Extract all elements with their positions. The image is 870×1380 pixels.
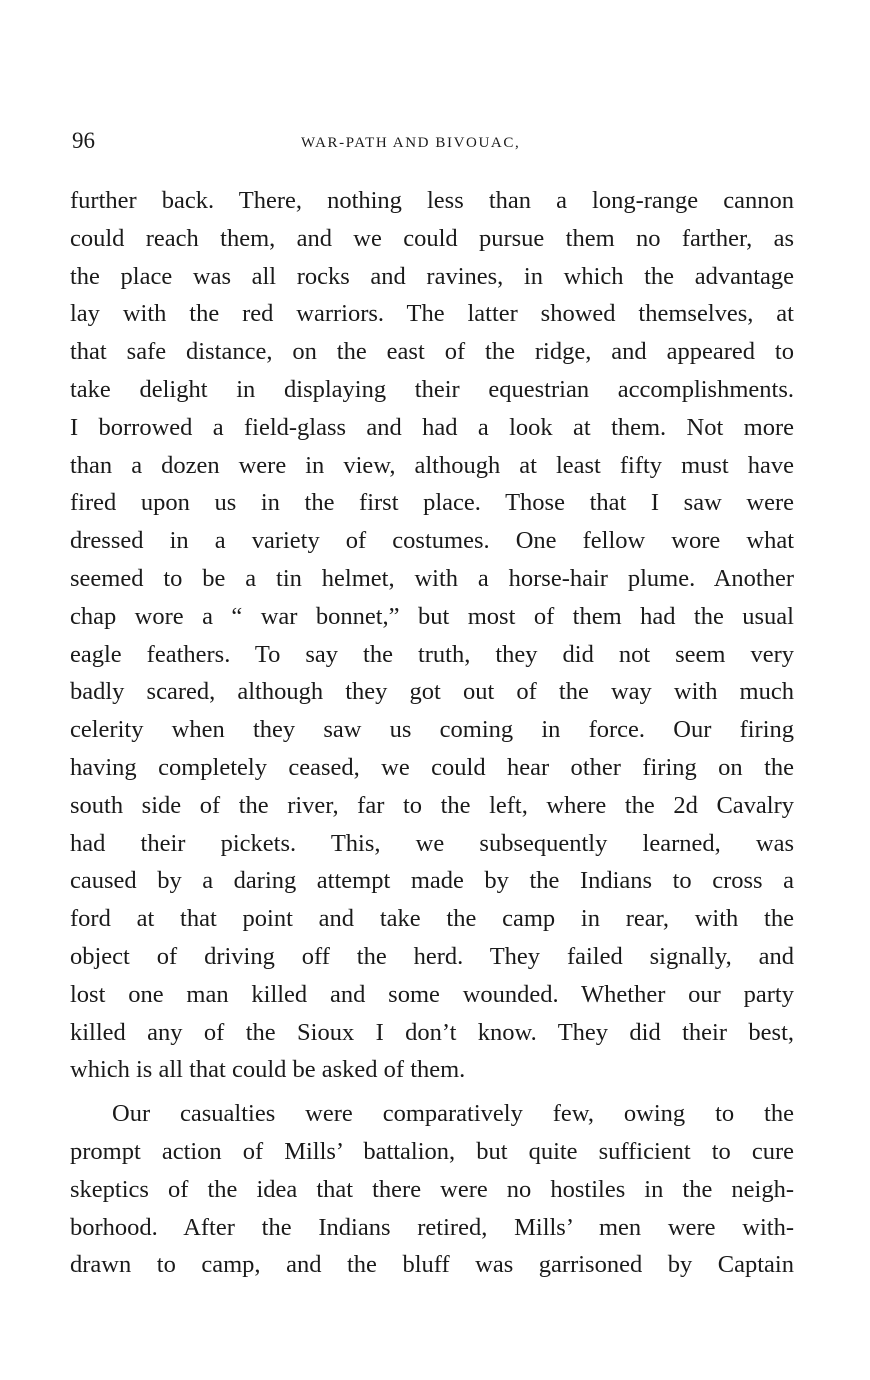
text-line: seemed to be a tin helmet, with a horse-hair plume. Another <box>70 564 794 592</box>
text-line: having completely ceased, we could hear other firing on the <box>70 753 794 781</box>
text-line: drawn to camp, and the bluff was garrisoned by Captain <box>70 1251 794 1279</box>
text-line: had their pickets. This, we subsequently learned, was <box>70 829 794 857</box>
text-line: that safe distance, on the east of the ridge, and appeared to <box>70 338 794 366</box>
text-line: I borrowed a field-glass and had a look at them. Not more <box>70 413 794 441</box>
text-line: badly scared, although they got out of the way with much <box>70 678 794 706</box>
text-line: object of driving off the herd. They failed signally, and <box>70 942 794 970</box>
text-line: south side of the river, far to the left, where the 2d Cavalry <box>70 791 794 819</box>
text-line: skeptics of the idea that there were no hostiles in the neigh- <box>70 1175 794 1203</box>
text-line: further back. There, nothing less than a long-range cannon <box>70 187 794 214</box>
paragraph <box>70 182 794 1089</box>
text-line: dressed in a variety of costumes. One fellow wore what <box>70 527 794 555</box>
text-line: ford at that point and take the camp in rear, with the <box>70 905 794 933</box>
text-line: could reach them, and we could pursue them no farther, as <box>70 224 794 252</box>
text-line: killed any of the Sioux I don’t know. They did their best, <box>70 1018 794 1046</box>
text-line: fired upon us in the first place. Those that I saw were <box>70 489 794 517</box>
text-line: prompt action of Mills’ battalion, but quite sufficient to cure <box>70 1137 794 1165</box>
text-line: chap wore a “ war bonnet,” but most of them had the usual <box>70 602 794 630</box>
page-number: 96 <box>72 128 95 153</box>
text-line: lay with the red warriors. The latter showed themselves, at <box>70 300 794 328</box>
text-line: Our casualties were comparatively few, owing to the <box>112 1100 794 1128</box>
text-line: eagle feathers. To say the truth, they did not seem very <box>70 640 794 668</box>
page-header <box>72 126 794 160</box>
text-line: caused by a daring attempt made by the Indians to cross a <box>70 867 794 895</box>
running-title: WAR-PATH AND BIVOUAC, <box>301 135 521 151</box>
text-line: which is all that could be asked of them. <box>70 1056 466 1084</box>
text-line: borhood. After the Indians retired, Mills’ men were with- <box>70 1213 794 1241</box>
body-text <box>70 182 794 1284</box>
text-line: celerity when they saw us coming in force. Our firing <box>70 716 794 744</box>
text-line: lost one man killed and some wounded. Whether our party <box>70 980 794 1008</box>
paragraph <box>70 1095 794 1284</box>
text-line: the place was all rocks and ravines, in which the advantage <box>70 262 794 290</box>
text-line: than a dozen were in view, although at least fifty must have <box>70 451 794 479</box>
text-line: take delight in displaying their equestrian accomplishments. <box>70 375 794 403</box>
